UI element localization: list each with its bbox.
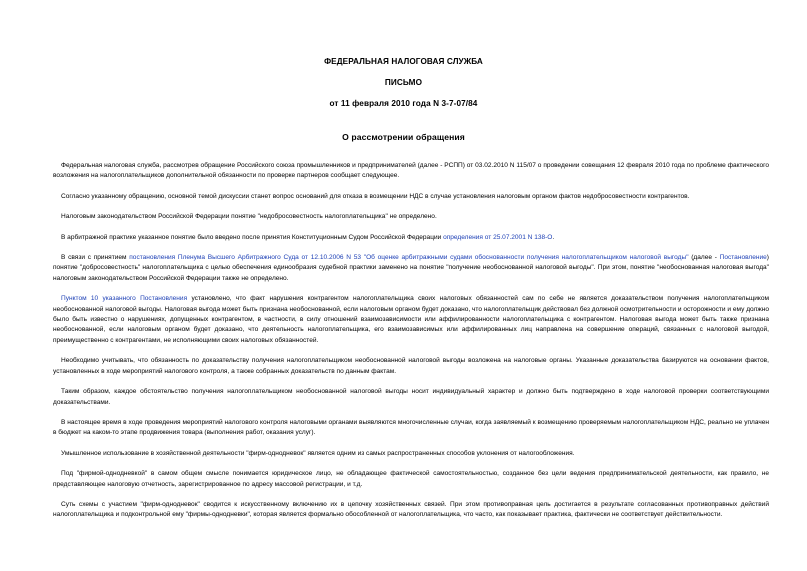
document-subject: О рассмотрении обращения: [342, 132, 465, 142]
paragraph-2: Согласно указанному обращению, основной темой дискуссии станет вопрос оснований для отказа в возмещении НДС в случае установления налоговым органом фактов недобросовестности контрагентов.: [61, 192, 690, 200]
ruling-link[interactable]: определения от 25.07.2001 N 138-О: [443, 233, 553, 241]
paragraph-12: Суть схемы с участием "фирм-однодневок" сводится к искусственному включению их в цепочку хозяйственных связей. При этом противоправная цель достигается в результате согласованных противоправных действий налогоплательщика и подконтрольной ему "фирмы-однодневки", которая является формально обособленной от налогоплательщика, что часто, как показывает практика, фактически не соответствует действительности.: [53, 500, 769, 519]
paragraph-8: Таким образом, каждое обстоятельство получения налогоплательщиком необоснованной налоговой выгоды носит индивидуальный характер и должно быть подтверждено в ходе налоговой проверки соответствующими доказательствами.: [53, 388, 769, 406]
paragraph-3: Налоговым законодательством Российской Федерации понятие "недобросовестность налогоплательщика" не определено.: [61, 213, 437, 221]
resolution-link[interactable]: Постановление: [719, 254, 767, 262]
agency-title: ФЕДЕРАЛЬНАЯ НАЛОГОВАЯ СЛУЖБА: [324, 57, 483, 66]
paragraph-5-text-c: ) понятие "добросовестность" налогоплательщика с целью обеспечения единообразия судебной практики заменено на понятие "получение необоснованной налоговой выгоды". При этом, понятие "необоснованная налоговая выгода" налоговым законодательством Российской Федерации также не определено.: [53, 254, 769, 282]
paragraph-4-text: В арбитражной практике указанное понятие было введено после принятия Конституционным Судом Российской Федерации: [61, 233, 444, 241]
document-type: ПИСЬМО: [384, 78, 423, 87]
paragraph-5: [53, 253, 769, 284]
paragraph-1: Федеральная налоговая служба, рассмотрев обращение Российского союза промышленников и предпринимателей (далее - РСПП) от 03.02.2010 N 115/07 о проведении совещания 12 февраля 2010 года по проблеме фактического возложения на налогоплательщиков дополнительной обязанности по проверке партнеров сообщает следующее.: [53, 162, 769, 180]
paragraph-6: [53, 294, 769, 346]
paragraph-11: Под "фирмой-однодневкой" в самом общем смысле понимается юридическое лицо, не обладающее фактической самостоятельностью, созданное без цели ведения предпринимательской деятельности, как правило, не представляющее налоговую отчетность, зарегистрированное по адресу массовой регистрации, и т.д.: [53, 470, 769, 488]
paragraph-9: В настоящее время в ходе проведения мероприятий налогового контроля налоговыми органами выявляются многочисленные случаи, когда заявляемый к возмещению проверяемым налогоплательщиком НДС, реально не уплачен в бюджет на каком-то этапе продвижения товара (выполнения работ, оказания услуг).: [53, 418, 769, 437]
paragraph-6-text: установлено, что факт нарушения контрагентом налогоплательщика своих налоговых обязанностей сам по себе не является доказательством получения налогоплательщиком необоснованной налоговой выгоды. Налоговая выгода может быть признана необоснованной, если налоговым органом будет доказано, что налогоплательщик действовал без должной осмотрительности и осторожности и ему должно было быть известно о нарушениях, допущенных контрагентом, в частности, в силу отношений взаимозависимости или аффилированности налогоплательщика с контрагентом. Налоговая выгода может быть также признана необоснованной, если налоговым органом будет доказано, что деятельность налогоплательщика, его взаимозависимых или аффилированных лиц направлена на совершение операций, связанных с налоговой выгодой, преимущественно с контрагентами, не исполняющими своих налоговых обязанностей.: [53, 295, 769, 344]
paragraph-4-end: .: [552, 233, 555, 241]
paragraph-5-text-b: (далее -: [688, 254, 720, 262]
clause-10-link[interactable]: Пунктом 10 указанного Постановления: [61, 295, 188, 303]
document-date-number: от 11 февраля 2010 года N 3-7-07/84: [329, 99, 478, 108]
plenum-resolution-link[interactable]: постановления Пленума Высшего Арбитражного Суда от 12.10.2006 N 53 "Об оценке арбитражными судами обоснованности получения налогоплательщиком налоговой выгоды": [129, 254, 689, 262]
letter-body: [53, 161, 769, 521]
paragraph-10: Умышленное использование в хозяйственной деятельности "фирм-однодневок" является одним из самых распространенных способов уклонения от налогообложения.: [61, 449, 575, 457]
paragraph-4: [53, 233, 769, 243]
paragraph-5-text-a: В связи с принятием: [61, 254, 130, 262]
paragraph-7: Необходимо учитывать, что обязанность по доказательству получения налогоплательщиком необоснованной налоговой выгоды возложена на налоговые органы. Указанные доказательства базируются на основании фактов, установленных в ходе мероприятий налогового контроля, а также собранных доказательств по данным фактам.: [53, 357, 769, 375]
